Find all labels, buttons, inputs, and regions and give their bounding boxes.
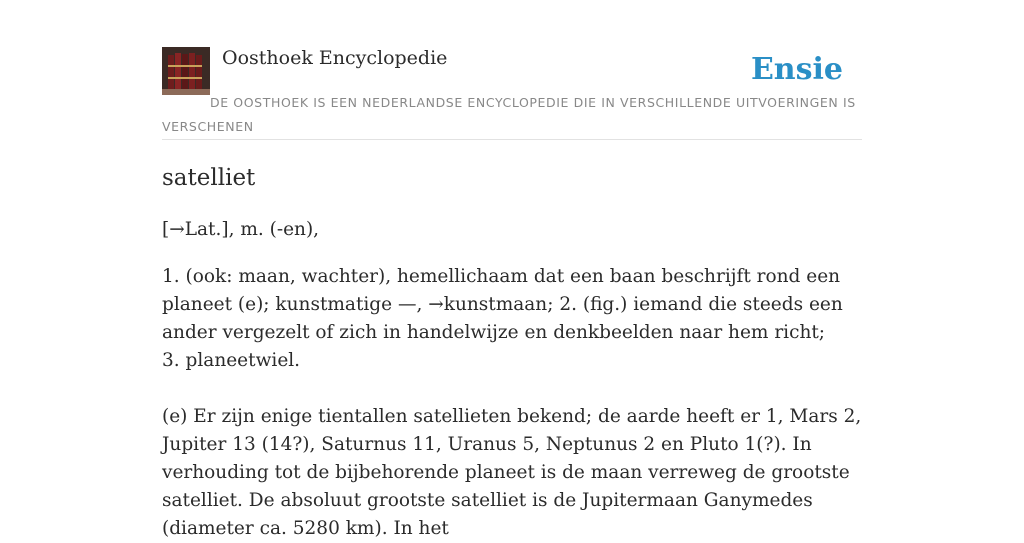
entry-body bbox=[162, 263, 862, 543]
entry-content bbox=[162, 162, 862, 543]
site-tagline: DE OOSTHOEK IS EEN NEDERLANDSE ENCYCLOPEDIE DIE IN VERSCHILLENDE UITVOERINGEN IS VERSCHENEN bbox=[162, 95, 856, 134]
entry-definition-1: 1. (ook: maan, wachter), hemellichaam dat een baan beschrijft rond een planeet (e); kunstmatige —, →kunstmaan; 2. (fig.) iemand die steeds een ander vergezelt of zich in handelwijze en denkbeelden naar hem richt; bbox=[162, 266, 843, 343]
site-header bbox=[162, 46, 862, 140]
site-name[interactable]: Oosthoek Encyclopedie bbox=[222, 47, 448, 69]
encyclopedia-books-icon[interactable] bbox=[162, 47, 210, 95]
entry-definition-2: 3. planeetwiel. bbox=[162, 350, 301, 371]
brand-logo-link[interactable]: Ensie bbox=[750, 52, 843, 87]
entry-etymology: [→Lat.], m. (-en), bbox=[162, 219, 320, 240]
entry-note: (e) Er zijn enige tientallen satellieten bekend; de aarde heeft er 1, Mars 2, Jupiter 13 (14?), Saturnus 11, Uranus 5, Neptunus 2 en Pluto 1(?). In verhouding tot de bijbehorende planeet is de maan verreweg de grootste satelliet. De absoluut grootste satelliet is de Jupitermaan Ganymedes (diameter ca. 5280 km). In het bbox=[162, 406, 862, 539]
paragraph-spacer bbox=[162, 375, 862, 403]
entry-title: satelliet bbox=[162, 165, 256, 191]
